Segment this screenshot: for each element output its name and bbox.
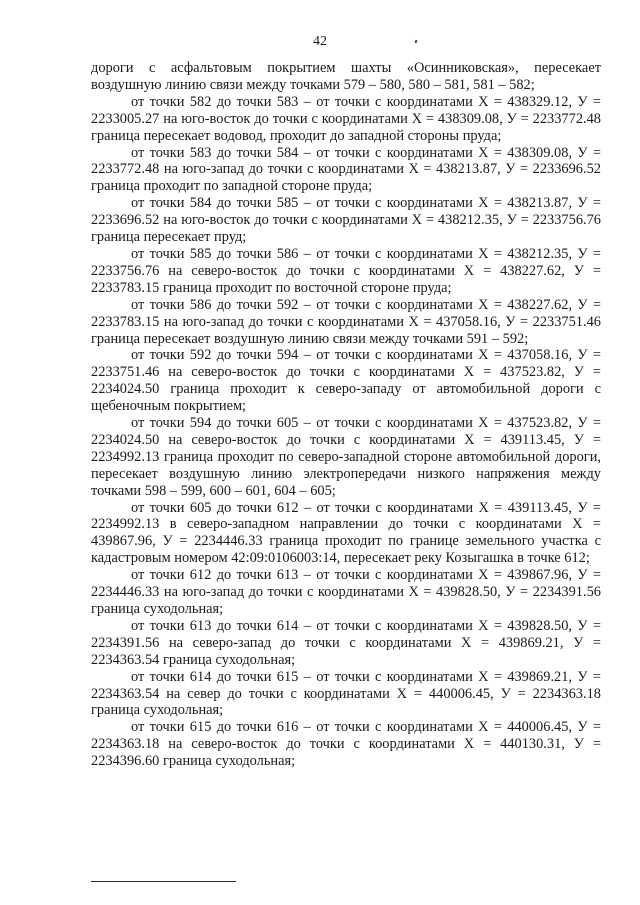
paragraph: от точки 584 до точки 585 – от точки с координатами Х = 438213.87, У = 2233696.52 на юго-восток до точки с координатами Х = 438212.35, У = 2233756.76 граница пересекает пруд; — [91, 195, 601, 246]
paragraph: от точки 586 до точки 592 – от точки с координатами Х = 438227.62, У = 2233783.15 на юго-запад до точки с координатами Х = 437058.16, У = 2233751.46 граница пересекает воздушную линию связи между точками 591 – 592; — [91, 296, 601, 347]
document-body — [91, 60, 601, 770]
page-number: 42 — [313, 34, 327, 49]
paragraph: от точки 592 до точки 594 – от точки с координатами Х = 437058.16, У = 2233751.46 на северо-восток до точки с координатами Х = 437523.82, У = 2234024.50 граница проходит к северо-западу от автомобильной дороги с щебеночным покрытием; — [91, 347, 601, 415]
paragraph: от точки 594 до точки 605 – от точки с координатами Х = 437523.82, У = 2234024.50 на северо-восток до точки с координатами Х = 439113.45, У = 2234992.13 граница проходит по северо-западной стороне автомобильной дороги, пересекает воздушную линию электропередачи низкого напряжения между точками 598 – 599, 600 – 601, 604 – 605; — [91, 415, 601, 499]
paragraph: от точки 583 до точки 584 – от точки с координатами Х = 438309.08, У = 2233772.48 на юго-запад до точки с координатами Х = 438213.87, У = 2233696.52 граница проходит по западной стороне пруда; — [91, 144, 601, 195]
paragraph: от точки 605 до точки 612 – от точки с координатами Х = 439113.45, У = 2234992.13 в северо-западном направлении до точки с координатами Х = 439867.96, У = 2234446.33 граница проходит по границе земельного участка с кадастровым номером 42:09:0106003:14, пересекает реку Козыгашка в точке 612; — [91, 499, 601, 567]
paragraph: от точки 615 до точки 616 – от точки с координатами Х = 440006.45, У = 2234363.18 на северо-восток до точки с координатами Х = 440130.31, У = 2234396.60 граница суходольная; — [91, 719, 601, 770]
paragraph: дороги с асфальтовым покрытием шахты «Осинниковская», пересекает воздушную линию связи между точками 579 – 580, 580 – 581, 581 – 582; — [91, 60, 601, 93]
paragraph: от точки 613 до точки 614 – от точки с координатами Х = 439828.50, У = 2234391.56 на северо-запад до точки с координатами Х = 439869.21, У = 2234363.54 граница суходольная; — [91, 617, 601, 668]
paragraph: от точки 612 до точки 613 – от точки с координатами Х = 439867.96, У = 2234446.33 на юго-запад до точки с координатами Х = 439828.50, У = 2234391.56 граница суходольная; — [91, 567, 601, 617]
paragraph: от точки 614 до точки 615 – от точки с координатами Х = 439869.21, У = 2234363.54 на север до точки с координатами Х = 440006.45, У = 2234363.18 граница суходольная; — [91, 668, 601, 719]
footnote-rule — [91, 881, 236, 882]
paragraph: от точки 582 до точки 583 – от точки с координатами Х = 438329.12, У = 2233005.27 на юго-восток до точки с координатами Х = 438309.08, У = 2233772.48 граница пересекает водовод, проходит до западной стороны пруда; — [91, 93, 601, 144]
paragraph: от точки 585 до точки 586 – от точки с координатами Х = 438212.35, У = 2233756.76 на северо-восток до точки с координатами Х = 438227.62, У = 2233783.15 граница проходит по восточной стороне пруда; — [91, 245, 601, 296]
